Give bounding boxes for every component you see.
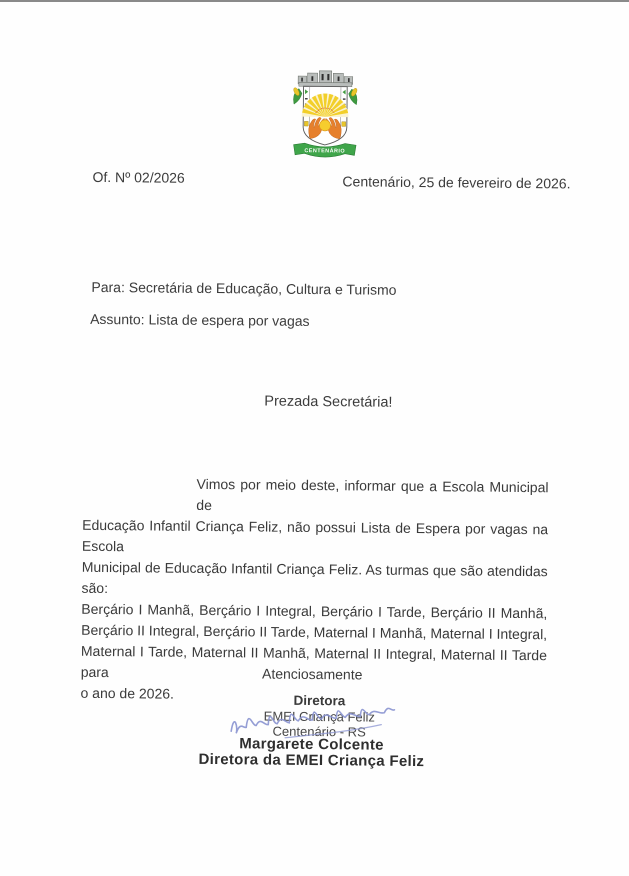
banner-text: CENTENÁRIO [304,148,346,155]
recipient-line: Para: Secretária de Educação, Cultura e Turismo [91,278,397,298]
centenario-coat-of-arms [286,70,365,163]
signatory-title: Diretora da EMEI Criança Feliz [198,750,425,771]
body-line: Educação Infantil Criança Feliz, não possui Lista de Espera por vagas na Escola [81,516,549,555]
stamp-school-line: EMEI Criança Feliz [263,708,376,725]
body-line: Maternal I Tarde, Maternal II Manhã, Maternal II Integral, Maternal II Tarde para [80,642,548,681]
sun-disc-icon [319,120,330,131]
body-line: Municipal de Educação Infantil Criança Feliz. As turmas que são atendidas são: [81,558,548,597]
salutation-line: Prezada Secretária! [264,393,393,411]
document-reference: Of. Nº 02/2026 [92,168,185,186]
body-line: Berçário II Integral, Berçário II Tarde, Maternal I Manhã, Maternal I Integral, [81,621,548,643]
stamp-city-line: Centenário - RS [272,723,366,740]
stamp-role-line: Diretora [293,692,346,709]
mural-crown-icon [298,71,353,87]
crest-graphic [286,70,365,163]
body-line: Berçário I Manhã, Berçário I Integral, Berçário I Tarde, Berçário II Manhã, [81,600,548,622]
subject-line: Assunto: Lista de espera por vagas [90,310,310,329]
body-line: o ano de 2026. [80,684,175,702]
reference-date-row [3,168,629,192]
date-line: Centenário, 25 de fevereiro de 2026. [342,173,571,192]
body-line: Vimos por meio deste, informar que a Escola Municipal de [196,475,549,514]
signatory-name: Margarete Colcente [239,735,384,754]
closing-line: Atenciosamente [261,665,363,683]
